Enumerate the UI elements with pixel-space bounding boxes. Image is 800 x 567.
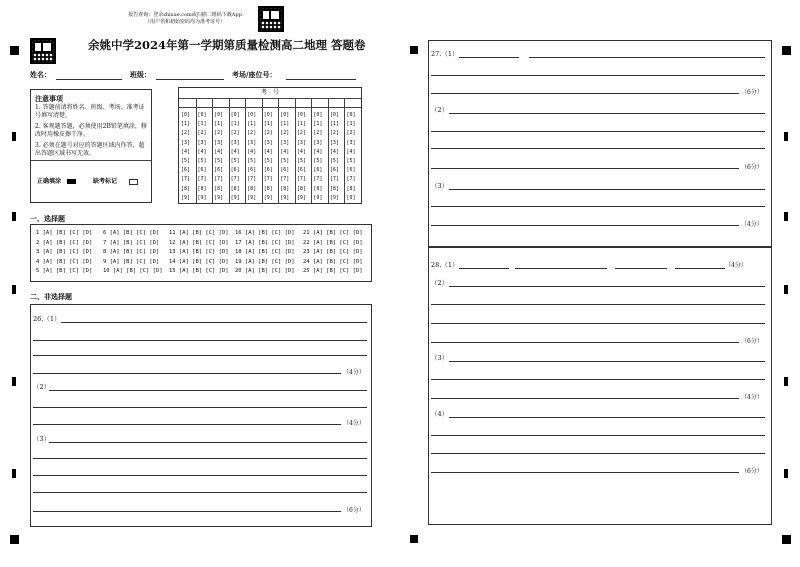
q26-part2-score: （4分） (343, 420, 365, 427)
answer-line[interactable] (449, 189, 765, 190)
choice-question-row[interactable]: 1 [A] [B] [C] [D] (36, 230, 93, 236)
exam-id-column-divider (311, 98, 312, 203)
exam-id-digit-bubble[interactable]: [7] (346, 176, 356, 183)
exam-id-digit-bubble[interactable]: [3] (329, 139, 339, 146)
exam-id-digit-bubble[interactable]: [1] (230, 121, 240, 128)
page-title: 余姚中学2024年第一学期第质量检测高二地理 答题卷 (88, 38, 366, 52)
exam-id-digit-bubble[interactable]: [7] (329, 176, 339, 183)
answer-line[interactable] (33, 340, 367, 341)
side-mark (784, 377, 788, 386)
exam-id-digit-bubble[interactable]: [7] (263, 176, 273, 183)
alignment-mark (410, 46, 418, 54)
notes-item-2: 2. 客观题答题，必须使用2B铅笔填涂，修改时用橡皮擦干净。 (35, 123, 147, 138)
notes-item-1: 1. 答题前请将姓名、班级、考场、准考证号填写清楚。 (35, 104, 145, 119)
exam-id-digit-bubble[interactable]: [0] (247, 112, 257, 118)
exam-id-digit-bubble[interactable]: [2] (280, 130, 290, 137)
exam-id-digit-bubble[interactable]: [8] (313, 185, 323, 192)
exam-id-header-line (179, 98, 361, 99)
exam-id-digit-bubble[interactable]: [7] (296, 176, 306, 183)
q28-part2-label: （2） (431, 279, 449, 287)
correct-fill-sample (67, 179, 76, 184)
exam-id-digit-bubble[interactable]: [8] (263, 185, 273, 192)
exam-id-digit-bubble[interactable]: [1] (346, 121, 356, 128)
exam-id-digit-bubble[interactable]: [6] (214, 167, 224, 174)
exam-id-digit-bubble[interactable]: [5] (313, 158, 323, 164)
exam-id-digit-bubble[interactable]: [3] (197, 139, 207, 146)
exam-id-digit-bubble[interactable]: [9] (247, 194, 257, 201)
exam-id-column-divider (295, 98, 296, 203)
choice-question-row[interactable]: 14 [A] [B] [C] [D] (169, 258, 229, 265)
exam-id-digit-bubble[interactable]: [2] (263, 130, 273, 137)
exam-id-digit-bubble[interactable]: [3] (280, 139, 290, 146)
choice-question-row[interactable]: 3 [A] [B] [C] [D] (36, 249, 93, 256)
exam-id-digit-bubble[interactable]: [6] (296, 167, 306, 174)
exam-id-digit-bubble[interactable]: [6] (346, 167, 356, 174)
answer-line[interactable] (49, 390, 367, 391)
exam-id-digit-bubble[interactable]: [8] (214, 185, 224, 192)
answer-line[interactable] (33, 407, 367, 408)
answer-line[interactable] (33, 355, 367, 356)
exam-id-digit-bubble[interactable]: [5] (280, 158, 290, 164)
exam-id-digit-bubble[interactable]: [2] (346, 130, 356, 137)
exam-id-digit-bubble[interactable]: [6] (247, 167, 257, 174)
alignment-mark (782, 46, 791, 55)
section-2-title: 二、非选择题 (30, 292, 72, 301)
answer-line[interactable] (431, 379, 765, 380)
exam-id-column-divider (328, 98, 329, 203)
side-mark (12, 469, 16, 478)
exam-id-digit-bubble[interactable]: [1] (329, 121, 339, 128)
room-seat-field[interactable] (286, 79, 356, 80)
choice-question-row[interactable]: 21 [A] [B] [C] [D] (303, 230, 363, 236)
exam-id-digit-bubble[interactable]: [9] (346, 194, 356, 201)
exam-id-digit-bubble[interactable]: [7] (181, 176, 191, 183)
answer-line[interactable] (449, 286, 765, 287)
answer-line[interactable] (459, 268, 509, 269)
answer-line[interactable] (459, 57, 519, 58)
answer-line[interactable] (449, 113, 765, 114)
exam-id-digit-bubble[interactable]: [9] (263, 194, 273, 201)
exam-id-digit-bubble[interactable]: [9] (280, 194, 290, 201)
exam-id-digit-bubble[interactable]: [2] (197, 130, 207, 137)
report-notice-line2: （用户名和初始密码均为准考证号） (144, 19, 225, 25)
exam-id-digit-bubble[interactable]: [3] (230, 139, 240, 146)
exam-id-column-divider (229, 98, 230, 203)
sheet-qr-code (30, 38, 56, 64)
exam-id-digit-bubble[interactable]: [8] (197, 185, 207, 192)
exam-id-column-divider (196, 98, 197, 203)
exam-id-digit-bubble[interactable]: [7] (214, 176, 224, 183)
exam-id-digit-bubble[interactable]: [6] (181, 167, 191, 174)
exam-id-digit-bubble[interactable]: [9] (329, 194, 339, 201)
answer-line[interactable] (449, 361, 765, 362)
answer-line[interactable] (431, 93, 739, 94)
answer-line[interactable] (529, 57, 765, 58)
answer-line[interactable] (615, 268, 667, 269)
answer-line[interactable] (431, 168, 739, 169)
choice-question-row[interactable]: 17 [A] [B] [C] [D] (235, 239, 295, 246)
q27-part2-label: （2） (431, 106, 449, 114)
exam-id-digit-bubble[interactable]: [2] (181, 130, 191, 137)
choice-question-row[interactable]: 7 [A] [B] [C] [D] (103, 239, 160, 246)
exam-id-digit-bubble[interactable]: [4] (181, 148, 191, 155)
exam-id-digit-bubble[interactable]: [9] (214, 194, 224, 201)
report-notice-line1: 报告查询：登录zhixue.com或扫描二维码下载App (128, 12, 242, 18)
q26-part1-score: （4分） (343, 369, 365, 376)
side-mark (784, 212, 788, 221)
exam-id-digit-bubble[interactable]: [5] (329, 158, 339, 164)
exam-id-digit-bubble[interactable]: [0] (181, 112, 191, 118)
q28-part2-score: （6分） (741, 338, 763, 345)
exam-id-digit-bubble[interactable]: [2] (296, 130, 306, 137)
answer-line[interactable] (33, 458, 367, 459)
exam-id-digit-bubble[interactable]: [6] (230, 167, 240, 174)
exam-id-digit-bubble[interactable]: [1] (181, 121, 191, 128)
exam-id-column-divider (344, 98, 345, 203)
exam-id-digit-bubble[interactable]: [0] (263, 112, 273, 118)
exam-id-digit-bubble[interactable]: [4] (197, 148, 207, 155)
section-1-title: 一、选择题 (30, 214, 65, 223)
correct-fill-label: 正确填涂 (37, 178, 62, 185)
exam-id-digit-bubble[interactable]: [9] (313, 194, 323, 201)
choice-question-row[interactable]: 19 [A] [B] [C] [D] (235, 258, 295, 265)
q26-part2-label: （2） (33, 383, 51, 391)
exam-id-digit-bubble[interactable]: [8] (280, 185, 290, 192)
exam-id-digit-bubble[interactable]: [8] (329, 185, 339, 192)
exam-id-digit-bubble[interactable]: [3] (263, 139, 273, 146)
answer-line[interactable] (431, 453, 765, 454)
exam-id-digit-bubble[interactable]: [8] (230, 185, 240, 192)
choice-question-row[interactable]: 2 [A] [B] [C] [D] (36, 239, 93, 246)
answer-line[interactable] (431, 398, 739, 399)
answer-line[interactable] (431, 323, 765, 324)
choice-question-row[interactable]: 25 [A] [B] [C] [D] (303, 268, 363, 275)
answer-line[interactable] (449, 417, 765, 418)
q28-part4-label: （4） (431, 410, 449, 418)
exam-id-digit-bubble[interactable]: [3] (247, 139, 257, 146)
report-notice (120, 12, 250, 26)
exam-id-digit-bubble[interactable]: [0] (296, 112, 306, 118)
exam-id-digit-bubble[interactable]: [7] (230, 176, 240, 183)
q27-part1-score: （6分） (741, 89, 763, 96)
exam-id-digit-bubble[interactable]: [9] (296, 194, 306, 201)
exam-id-digit-bubble[interactable]: [1] (214, 121, 224, 128)
choice-question-row[interactable]: 15 [A] [B] [C] [D] (169, 268, 229, 275)
exam-id-digit-bubble[interactable]: [8] (247, 185, 257, 192)
exam-id-digit-bubble[interactable]: [3] (346, 139, 356, 146)
exam-id-digit-bubble[interactable]: [8] (296, 185, 306, 192)
exam-id-digit-bubble[interactable]: [6] (197, 167, 207, 174)
answer-line[interactable] (33, 511, 341, 512)
exam-id-digit-bubble[interactable]: [0] (197, 112, 207, 118)
exam-id-digit-bubble[interactable]: [9] (181, 194, 191, 201)
exam-id-digit-bubble[interactable]: [1] (263, 121, 273, 128)
exam-id-digit-bubble[interactable]: [5] (263, 158, 273, 164)
answer-line[interactable] (33, 373, 341, 374)
side-mark (12, 212, 16, 221)
side-mark (12, 377, 16, 386)
exam-id-digit-bubble[interactable]: [0] (329, 112, 339, 118)
exam-id-digit-bubble[interactable]: [3] (313, 139, 323, 146)
choice-question-row[interactable]: 6 [A] [B] [C] [D] (103, 230, 160, 236)
answer-line[interactable] (431, 148, 765, 149)
exam-id-digit-bubble[interactable]: [2] (313, 130, 323, 137)
alignment-mark (410, 535, 418, 543)
exam-id-digit-bubble[interactable]: [0] (214, 112, 224, 118)
exam-id-header: 考 号 (260, 89, 279, 96)
exam-id-digit-bubble[interactable]: [1] (296, 121, 306, 128)
exam-id-digit-bubble[interactable]: [3] (181, 139, 191, 146)
answer-line[interactable] (431, 342, 739, 343)
exam-id-digit-bubble[interactable]: [5] (181, 158, 191, 164)
exam-id-digit-bubble[interactable]: [7] (247, 176, 257, 183)
answer-line[interactable] (431, 75, 765, 76)
exam-id-digit-bubble[interactable]: [0] (313, 112, 323, 118)
exam-id-column-divider (212, 98, 213, 203)
exam-id-digit-bubble[interactable]: [4] (280, 148, 290, 155)
exam-id-digit-bubble[interactable]: [6] (280, 167, 290, 174)
alignment-mark (782, 535, 791, 544)
answer-line[interactable] (431, 131, 765, 132)
exam-id-digit-bubble[interactable]: [5] (214, 158, 224, 164)
choice-question-row[interactable]: 20 [A] [B] [C] [D] (235, 268, 295, 275)
name-field[interactable] (56, 79, 122, 80)
answer-line[interactable] (61, 322, 367, 323)
download-qr-code[interactable] (258, 6, 284, 32)
exam-id-digit-bubble[interactable]: [7] (280, 176, 290, 183)
exam-id-digit-bubble[interactable]: [9] (230, 194, 240, 201)
exam-id-column-divider (278, 98, 279, 203)
exam-id-digit-bubble[interactable]: [4] (346, 148, 356, 155)
exam-id-digit-bubble[interactable]: [4] (247, 148, 257, 155)
exam-id-digit-bubble[interactable]: [6] (313, 167, 323, 174)
exam-id-column-divider (245, 98, 246, 203)
notes-item-3: 3. 必须在题号对应的答题区域内作答，超出答题区域书写无效。 (35, 142, 145, 157)
choice-question-row[interactable]: 23 [A] [B] [C] [D] (303, 249, 363, 256)
class-field[interactable] (156, 79, 224, 80)
alignment-mark (10, 46, 19, 55)
side-mark (12, 132, 16, 141)
q28-part3-score: （4分） (741, 394, 763, 401)
exam-id-digit-bubble[interactable]: [7] (197, 176, 207, 183)
class-label: 班级： (130, 70, 151, 79)
q28-answer-box (428, 247, 772, 525)
exam-id-grid (178, 87, 362, 204)
alignment-mark (10, 535, 19, 544)
q26-part3-label: （3） (33, 435, 51, 443)
exam-id-digit-bubble[interactable]: [1] (247, 121, 257, 128)
name-label: 姓名： (30, 70, 51, 79)
answer-line[interactable] (431, 225, 739, 226)
answer-line[interactable] (431, 472, 739, 473)
exam-id-digit-bubble[interactable]: [4] (230, 148, 240, 155)
exam-id-digit-bubble[interactable]: [5] (346, 158, 356, 164)
exam-id-digit-bubble[interactable]: [6] (329, 167, 339, 174)
room-seat-label: 考场/座位号： (232, 70, 277, 79)
side-mark (12, 285, 16, 294)
choice-question-row[interactable]: 24 [A] [B] [C] [D] (303, 258, 363, 265)
answer-line[interactable] (431, 206, 765, 207)
exam-id-digit-bubble[interactable]: [8] (346, 185, 356, 192)
exam-id-digit-bubble[interactable]: [4] (329, 148, 339, 155)
exam-id-column-divider (262, 98, 263, 203)
side-mark (784, 132, 788, 141)
answer-line[interactable] (431, 304, 765, 305)
choice-question-row[interactable]: 4 [A] [B] [C] [D] (36, 258, 93, 265)
q27-part2-score: （6分） (741, 164, 763, 171)
choice-question-row[interactable]: 22 [A] [B] [C] [D] (303, 239, 363, 246)
exam-id-digit-bubble[interactable]: [2] (329, 130, 339, 137)
answer-line[interactable] (33, 424, 341, 425)
q26-answer-box (30, 304, 372, 527)
choice-question-row[interactable]: 16 [A] [B] [C] [D] (235, 230, 295, 236)
choice-question-row[interactable]: 9 [A] [B] [C] [D] (103, 258, 160, 265)
exam-id-digit-bubble[interactable]: [5] (230, 158, 240, 164)
q26-part1-label: 26.（1） (33, 315, 61, 323)
exam-id-digit-bubble[interactable]: [2] (230, 130, 240, 137)
exam-id-digit-bubble[interactable]: [0] (346, 112, 356, 118)
choice-question-row[interactable]: 13 [A] [B] [C] [D] (169, 249, 229, 256)
notes-heading: 注意事项 (35, 94, 63, 103)
exam-id-digit-bubble[interactable]: [5] (247, 158, 257, 164)
choice-question-row[interactable]: 8 [A] [B] [C] [D] (103, 249, 160, 256)
notes-box (30, 89, 152, 203)
q27-part3-label: （3） (431, 182, 449, 190)
exam-id-digit-bubble[interactable]: [2] (247, 130, 257, 137)
exam-id-digit-bubble[interactable]: [0] (280, 112, 290, 118)
exam-id-digit-bubble[interactable]: [0] (230, 112, 240, 118)
missing-mark-checkbox[interactable] (129, 179, 138, 185)
choice-question-row[interactable]: 11 [A] [B] [C] [D] (169, 230, 229, 236)
side-mark (784, 285, 788, 294)
q28-part1-label: 28.（1） (431, 261, 459, 269)
exam-id-digit-bubble[interactable]: [3] (296, 139, 306, 146)
side-mark (784, 469, 788, 478)
choice-question-row[interactable]: 12 [A] [B] [C] [D] (169, 239, 229, 246)
exam-id-digit-bubble[interactable]: [5] (197, 158, 207, 164)
answer-line[interactable] (33, 475, 367, 476)
exam-id-digit-bubble[interactable]: [8] (181, 185, 191, 192)
answer-line[interactable] (675, 268, 725, 269)
exam-id-digit-bubble[interactable]: [3] (214, 139, 224, 146)
student-info-row (30, 70, 370, 82)
exam-id-digit-bubble[interactable]: [4] (263, 148, 273, 155)
choice-question-row[interactable]: 18 [A] [B] [C] [D] (235, 249, 295, 256)
q28-part1-score: （4分） (725, 262, 747, 269)
q27-part1-label: 27.（1） (431, 50, 459, 58)
exam-id-digit-bubble[interactable]: [4] (313, 148, 323, 155)
answer-line[interactable] (515, 268, 607, 269)
exam-id-digit-bubble[interactable]: [7] (313, 176, 323, 183)
q27-answer-box (428, 40, 772, 247)
exam-id-digit-bubble[interactable]: [4] (296, 148, 306, 155)
exam-id-digit-bubble[interactable]: [6] (263, 167, 273, 174)
q27-part3-score: （4分） (741, 221, 763, 228)
choice-answer-box (30, 224, 372, 282)
exam-id-entry-line (179, 107, 361, 108)
answer-line[interactable] (33, 492, 367, 493)
exam-id-digit-bubble[interactable]: [5] (296, 158, 306, 164)
exam-id-digit-bubble[interactable]: [2] (214, 130, 224, 137)
q26-part3-score: （6分） (343, 507, 365, 514)
exam-id-digit-bubble[interactable]: [9] (197, 194, 207, 201)
missing-mark-label: 缺考标记 (93, 178, 118, 185)
q28-part3-label: （3） (431, 354, 449, 362)
exam-id-digit-bubble[interactable]: [4] (214, 148, 224, 155)
exam-id-digit-bubble[interactable]: [1] (197, 121, 207, 128)
choice-question-row[interactable]: 10 [A] [B] [C] [D] (103, 268, 163, 275)
exam-id-digit-bubble[interactable]: [1] (280, 121, 290, 128)
q28-part4-score: （6分） (741, 468, 763, 475)
answer-line[interactable] (49, 442, 367, 443)
notes-divider (31, 160, 151, 161)
choice-question-row[interactable]: 5 [A] [B] [C] [D] (36, 268, 93, 275)
answer-line[interactable] (431, 435, 765, 436)
exam-id-digit-bubble[interactable]: [1] (313, 121, 323, 128)
